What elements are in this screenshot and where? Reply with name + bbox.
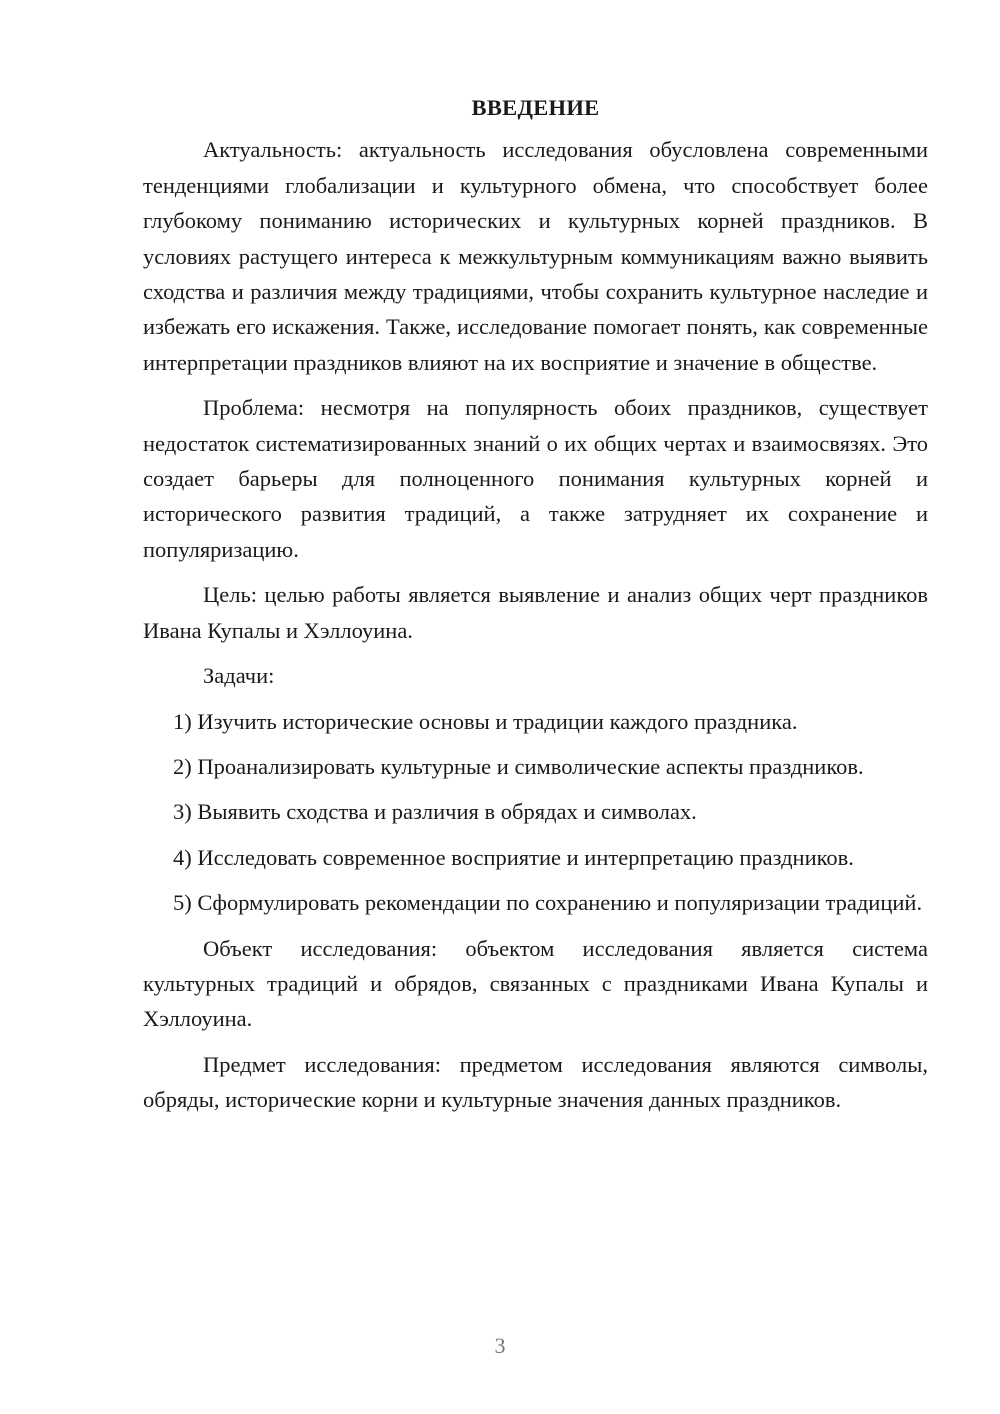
document-body bbox=[143, 90, 928, 1128]
tasks-list bbox=[143, 704, 928, 921]
list-item: 3) Выявить сходства и различия в обрядах и символах. bbox=[173, 799, 697, 825]
list-item: 2) Проанализировать культурные и символические аспекты праздников. bbox=[173, 753, 864, 779]
list-item: 4) Исследовать современное восприятие и интерпретацию праздников. bbox=[173, 844, 854, 870]
paragraph-goal: Цель: целью работы является выявление и анализ общих черт праздников Ивана Купалы и Хэллоуина. bbox=[143, 582, 928, 643]
section-heading: ВВЕДЕНИЕ bbox=[471, 95, 600, 120]
list-item: 5) Сформулировать рекомендации по сохранению и популяризации традиций. bbox=[173, 890, 923, 916]
tasks-label: Задачи: bbox=[203, 663, 275, 689]
paragraph-problem: Проблема: несмотря на популярность обоих праздников, существует недостаток систематизированных знаний о их общих чертах и взаимосвязях. Это создает барьеры для полноценного понимания культурных корней и исторического развития традиций, а также затрудняет их сохранение и популяризацию. bbox=[143, 395, 928, 562]
page-number: 3 bbox=[494, 1333, 506, 1358]
paragraph-subject: Предмет исследования: предметом исследования являются символы, обряды, исторические корни и культурные значения данных праздников. bbox=[143, 1051, 928, 1113]
paragraph-object: Объект исследования: объектом исследования является система культурных традиций и обрядов, связанных с праздниками Ивана Купалы и Хэллоуина. bbox=[143, 935, 928, 1032]
list-item: 1) Изучить исторические основы и традиции каждого праздника. bbox=[173, 708, 798, 734]
paragraph-relevance: Актуальность: актуальность исследования обусловлена современными тенденциями глобализации и культурного обмена, что способствует более глубокому пониманию исторических и культурных корней праздников. В условиях растущего интереса к межкультурным коммуникациям важно выявить сходства и различия между традициями, чтобы сохранить культурное наследие и избежать его искажения. Также, исследование помогает понять, как современные интерпретации праздников влияют на их восприятие и значение в обществе. bbox=[143, 137, 928, 375]
